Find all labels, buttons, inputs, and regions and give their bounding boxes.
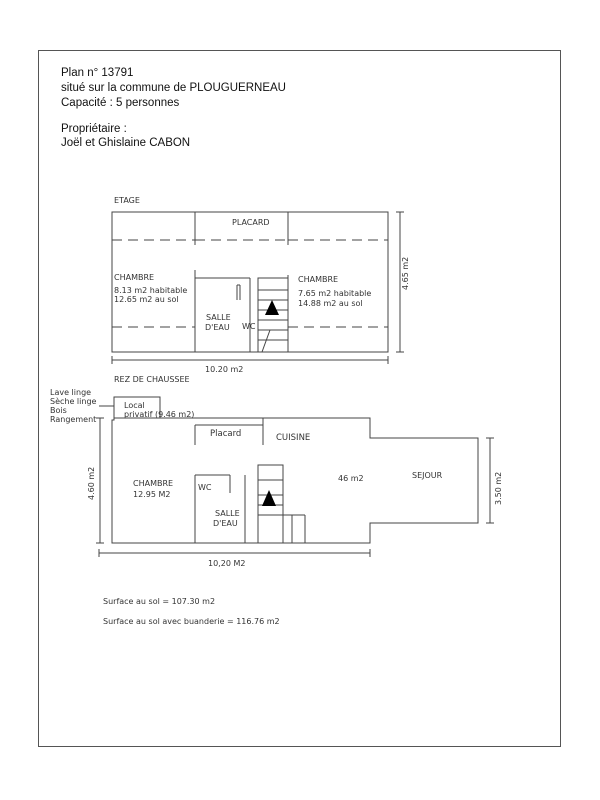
plan-number: Plan n° 13791	[61, 67, 134, 79]
rdc-wc: WC	[198, 483, 212, 492]
annex-seche-linge: Sèche linge	[50, 397, 97, 406]
surface-sol: Surface au sol = 107.30 m2	[103, 597, 216, 606]
rdc-deau: D'EAU	[213, 519, 238, 528]
rdc-width-dim: 10,20 M2	[208, 559, 246, 568]
stairs-arrow-icon	[262, 490, 276, 506]
rdc-sejour: SEJOUR	[412, 471, 443, 480]
etage-placard: PLACARD	[232, 218, 270, 227]
rdc-cuisine: CUISINE	[276, 433, 311, 443]
etage-height-dim: 4.65 m2	[401, 256, 410, 290]
capacity-line: Capacité : 5 personnes	[61, 97, 180, 109]
etage-width-dim: 10.20 m2	[205, 365, 244, 374]
commune-line: situé sur la commune de PLOUGUERNEAU	[61, 82, 286, 94]
rdc-chambre-area: 12.95 M2	[133, 490, 171, 499]
rdc-left-dim: 4.60 m2	[87, 466, 96, 500]
rdc-local-area: privatif (9.46 m2)	[124, 410, 195, 419]
rdc-chambre: CHAMBRE	[133, 479, 174, 488]
etage-chambre-left-sol: 12.65 m2 au sol	[114, 295, 179, 304]
rdc-local: Local	[124, 401, 145, 410]
rdc-area: 46 m2	[338, 474, 364, 483]
etage-chambre-left: CHAMBRE	[114, 273, 155, 282]
etage-chambre-right: CHAMBRE	[298, 275, 339, 284]
etage-chambre-right-sol: 14.88 m2 au sol	[298, 299, 363, 308]
etage-chambre-right-hab: 7.65 m2 habitable	[298, 289, 372, 298]
owner-label: Propriétaire :	[61, 123, 127, 135]
etage-title: ETAGE	[114, 196, 140, 205]
annex-lave-linge: Lave linge	[50, 388, 92, 397]
annex-bois: Bois	[50, 406, 67, 415]
etage-deau: D'EAU	[205, 323, 230, 332]
surface-buanderie: Surface au sol avec buanderie = 116.76 m2	[103, 617, 280, 626]
stairs-arrow-icon	[265, 300, 279, 315]
annex-rangement: Rangement	[50, 415, 97, 424]
etage-salle: SALLE	[206, 313, 231, 322]
rdc-title: REZ DE CHAUSSEE	[114, 375, 190, 384]
rdc-salle: SALLE	[215, 509, 240, 518]
rdc-placard: Placard	[210, 429, 242, 439]
owner-name: Joël et Ghislaine CABON	[61, 137, 191, 149]
rdc-right-dim: 3.50 m2	[494, 471, 503, 505]
etage-chambre-left-hab: 8.13 m2 habitable	[114, 286, 188, 295]
etage-wc: WC	[242, 322, 256, 331]
